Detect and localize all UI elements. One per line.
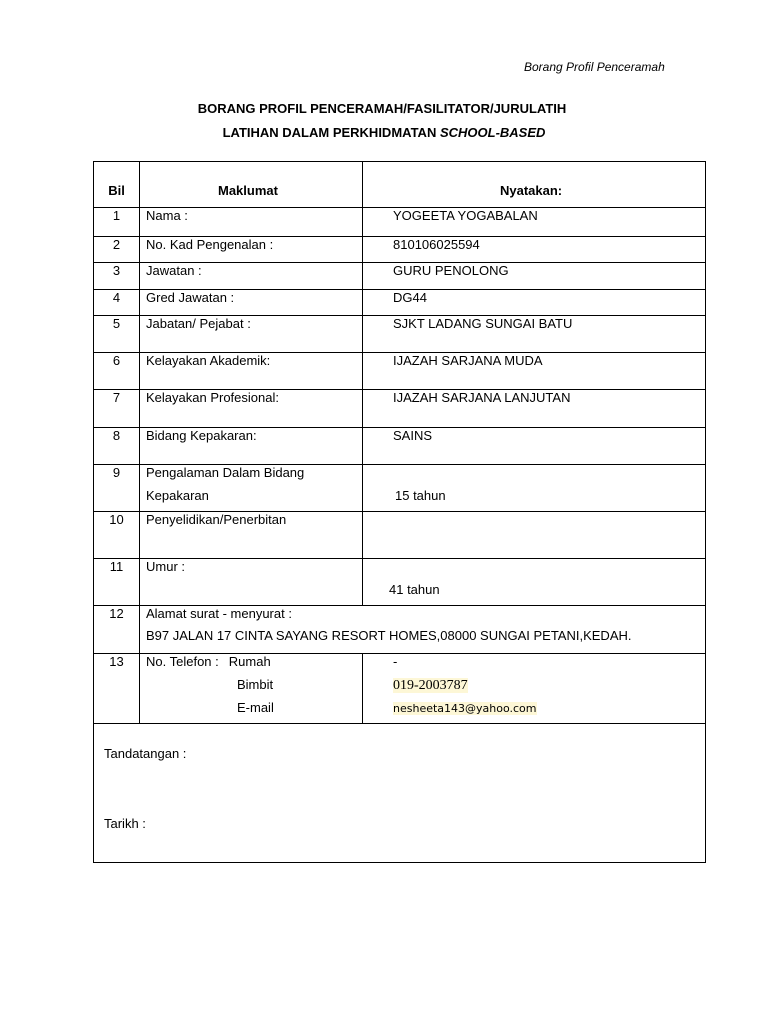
row-label: Umur :	[146, 559, 185, 574]
phone-label-line	[146, 654, 362, 677]
row-number: 9	[112, 465, 121, 480]
row-number: 10	[109, 512, 124, 527]
address-cell	[140, 606, 705, 644]
row-value: GURU PENOLONG	[393, 263, 509, 278]
row-number: 13	[109, 654, 124, 669]
table-row	[94, 606, 706, 654]
date-label: Tarikh :	[104, 816, 146, 831]
subtitle-italic: SCHOOL-BASED	[439, 125, 546, 140]
table-row	[94, 208, 706, 237]
table-header-row	[94, 162, 706, 208]
row-label: No. Kad Pengenalan :	[146, 237, 274, 252]
row-number: 11	[109, 559, 124, 574]
row-label: Gred Jawatan :	[146, 290, 235, 305]
header-note: Borang Profil Penceramah	[524, 60, 665, 74]
row-value: IJAZAH SARJANA LANJUTAN	[393, 390, 571, 405]
row-value: YOGEETA YOGABALAN	[393, 208, 538, 223]
row-number: 12	[109, 606, 124, 621]
row-value: 810106025594	[393, 237, 480, 252]
header-maklumat-text: Maklumat	[218, 183, 278, 198]
header-maklumat	[140, 162, 363, 208]
table-row	[94, 559, 706, 606]
table-row	[94, 654, 706, 724]
email-row	[393, 700, 705, 723]
row-number: 7	[112, 390, 121, 405]
row-number: 6	[112, 353, 121, 368]
signature-block	[94, 724, 705, 831]
table-row	[94, 290, 706, 316]
row-label: Bidang Kepakaran:	[146, 428, 257, 443]
row-number: 5	[112, 316, 121, 331]
header-bil-text: Bil	[108, 183, 125, 198]
row-label: Penyelidikan/Penerbitan	[146, 512, 287, 527]
table-row	[94, 237, 706, 263]
row-label: Jabatan/ Pejabat :	[146, 316, 251, 331]
row-value: 41 tahun	[389, 582, 440, 597]
row-label: Kelayakan Profesional:	[146, 390, 279, 405]
table-row	[94, 316, 706, 353]
phone-home-label: Rumah	[228, 654, 271, 669]
row-value: SAINS	[393, 428, 433, 443]
row-value	[363, 654, 705, 723]
row-number: 1	[112, 208, 121, 223]
form-subtitle	[0, 125, 768, 140]
table-row	[94, 263, 706, 290]
row-label-line1: Pengalaman Dalam Bidang	[146, 465, 305, 480]
row-value: DG44	[393, 290, 427, 305]
row-label: Nama :	[146, 208, 188, 223]
header-bil	[94, 162, 140, 208]
email-value: nesheeta143@yahoo.com	[393, 702, 537, 715]
row-label	[140, 654, 362, 723]
row-label	[140, 465, 362, 504]
header-nyatakan	[363, 162, 706, 208]
row-number: 4	[112, 290, 121, 305]
row-number: 2	[112, 237, 121, 252]
signature-label: Tandatangan :	[104, 746, 187, 761]
row-number: 3	[112, 263, 121, 278]
profile-form-table	[93, 161, 706, 863]
row-value: IJAZAH SARJANA MUDA	[393, 353, 543, 368]
row-label: Kelayakan Akademik:	[146, 353, 271, 368]
email-label: E-mail	[237, 700, 274, 715]
row-value: 15 tahun	[395, 488, 446, 503]
phone-mobile-row	[393, 677, 705, 700]
row-label: Jawatan :	[146, 263, 202, 278]
table-row	[94, 390, 706, 428]
table-row	[94, 428, 706, 465]
subtitle-prefix: LATIHAN DALAM PERKHIDMATAN	[222, 125, 440, 140]
form-title: BORANG PROFIL PENCERAMAH/FASILITATOR/JURULATIH	[197, 101, 567, 116]
row-number: 8	[112, 428, 121, 443]
phone-mobile-value: 019-2003787	[393, 678, 468, 693]
row-label: Alamat surat - menyurat :	[146, 606, 292, 621]
phone-home-value: -	[393, 654, 398, 669]
table-row	[94, 465, 706, 512]
header-nyatakan-text: Nyatakan:	[500, 183, 563, 198]
table-row	[94, 512, 706, 559]
phone-mobile-label: Bimbit	[237, 677, 274, 692]
phone-label: No. Telefon :	[146, 654, 219, 669]
row-label-line2: Kepakaran	[146, 488, 209, 503]
row-value: B97 JALAN 17 CINTA SAYANG RESORT HOMES,08000 SUNGAI PETANI,KEDAH.	[146, 628, 632, 643]
table-row	[94, 353, 706, 390]
signature-row	[94, 724, 706, 863]
row-value: SJKT LADANG SUNGAI BATU	[393, 316, 573, 331]
